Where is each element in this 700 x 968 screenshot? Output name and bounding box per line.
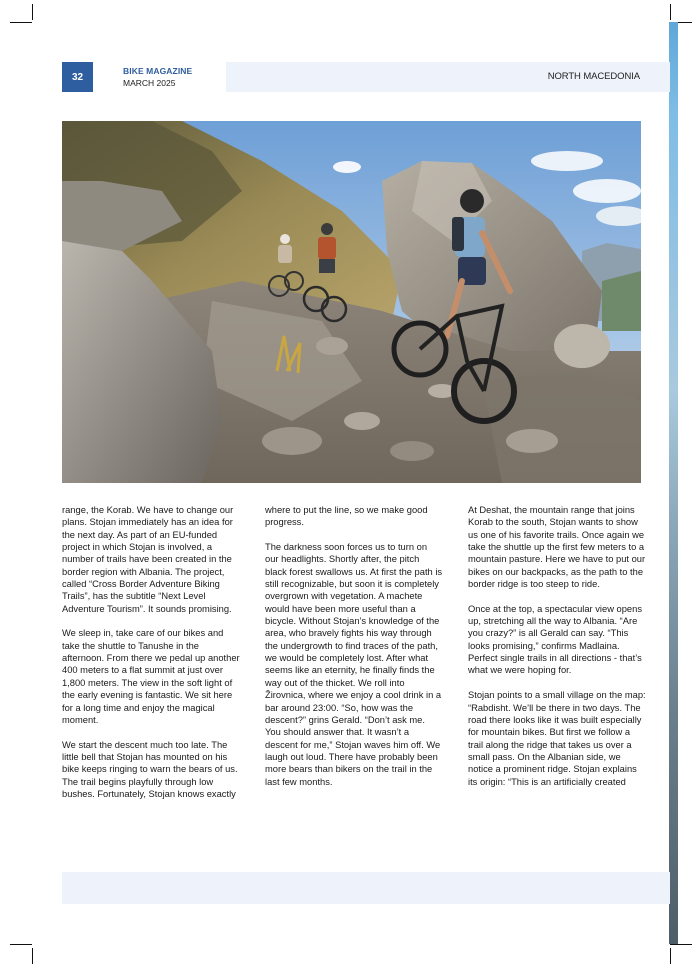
magazine-title: BIKE MAGAZINE (123, 66, 193, 76)
crop-mark (670, 948, 671, 964)
crop-mark (670, 4, 671, 20)
paragraph: Once at the top, a spectacular view opens up, stretching all the way to Albania. “Are you crazy?” is all Gerald can say. “This looks promising,” confirms Madlaina. Perfect single trails in all directions - that’s what we were hoping for. (468, 603, 642, 676)
text-column-1 (62, 504, 240, 813)
crop-mark (32, 4, 33, 20)
paragraph: The darkness soon forces us to turn on our headlights. Shortly after, the pitch black forest swallows us. At first the path is still recognizable, but soon it is completely overgrown with vegetation. A machete would have been more useful than a bicycle. Without Stojan’s knowledge of the area, who bravely fights his way through the undergrowth to find traces of the path, we would be completely lost. After what seems like an eternity, he finally finds the way out of the thicket. We roll into Žirovnica, where we enjoy a cool drink in a bar around 23:00. “So, how was the descent?” grins Gerald. “Don’t ask me. You should answer that. It wasn’t a descent for me,” Stojan waves him off. We laugh out loud. There have probably been more bears than bikers on the trail in the last few months. (265, 542, 443, 787)
page-number: 32 (62, 62, 93, 92)
bleed-image-strip (669, 22, 678, 944)
paragraph: We start the descent much too late. The little bell that Stojan has mounted on his bike keeps ringing to warn the bears of us. The trail begins playfully through low bushes. Fortunately, Stojan knows exactly (62, 739, 238, 799)
paragraph: We sleep in, take care of our bikes and take the shuttle to Tanushe in the afternoon. From there we pedal up another 400 meters to a flat summit at just over 1,800 meters. The view in the soft light of the early evening is fantastic. We sit here for a long time and enjoy the magical moment. (62, 628, 240, 725)
crop-mark (10, 22, 32, 23)
text-column-2 (265, 504, 443, 800)
article-photo (62, 121, 641, 483)
text-column-3 (468, 504, 646, 800)
paragraph: Stojan points to a small village on the map: “Rabdisht. We’ll be there in two days. The road there looks like it was built especially for mountain bikes. But first we follow a trail along the ridge that takes us over a small pass. On the Albanian side, we notice a prominent ridge. Stojan explains its origin: “This is an artificially created (468, 690, 646, 787)
crop-mark (10, 944, 32, 945)
paragraph: range, the Korab. We have to change our plans. Stojan immediately has an idea for the next day. As part of an EU-funded project in which Stojan is involved, a number of trails have been created in the border region with Albania. The project, called “Cross Border Adventure Biking Trails”, has the subtitle “Next Level Adventure Tourism”. It sounds promising. (62, 505, 234, 614)
section-title: NORTH MACEDONIA (547, 71, 640, 82)
paragraph: At Deshat, the mountain range that joins Korab to the south, Stojan wants to show us one of his favorite trails. Once again we take the shuttle up the first few meters to a mountain pasture. Here we have to put our bikes on our backpacks, as the path to the border ridge is too steep to ride. (468, 505, 646, 590)
paragraph: where to put the line, so we make good progress. (265, 505, 428, 528)
footer-bar (62, 872, 670, 904)
crop-mark (32, 948, 33, 964)
crop-mark (670, 944, 692, 945)
issue-date: MARCH 2025 (123, 78, 176, 88)
